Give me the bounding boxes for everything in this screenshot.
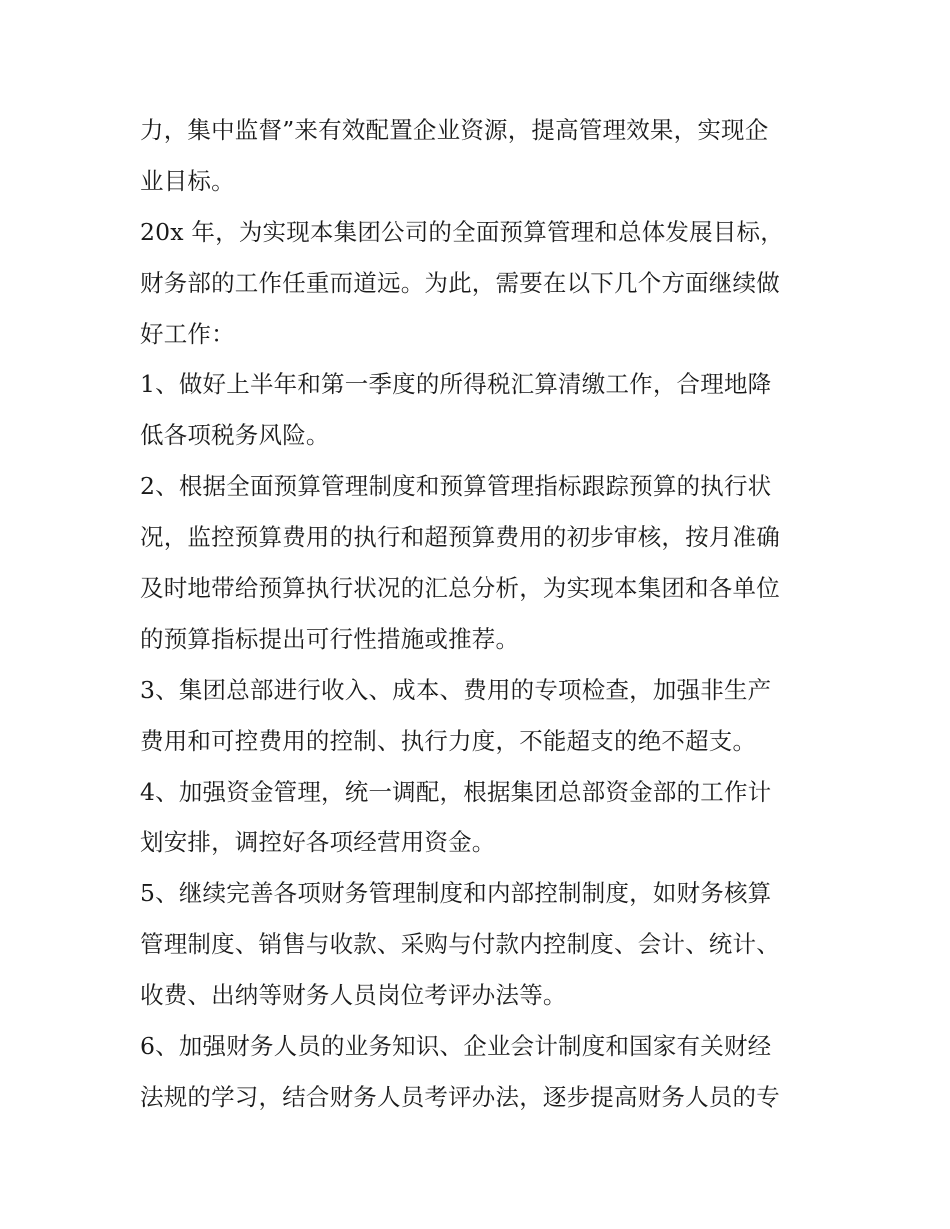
text-line: 20x 年，为实现本集团公司的全面预算管理和总体发展目标， bbox=[140, 217, 784, 246]
paragraph-intro-continuation bbox=[140, 105, 815, 207]
text-line: 4、加强资金管理，统一调配，根据集团总部资金部的工作计 bbox=[140, 777, 772, 806]
text-line: 及时地带给预算执行状况的汇总分析，为实现本集团和各单位 bbox=[140, 574, 780, 603]
text-line: 2、根据全面预算管理制度和预算管理指标跟踪预算的执行状 bbox=[140, 472, 772, 501]
text-line: 管理制度、销售与收款、采购与付款内控制度、会计、统计、 bbox=[140, 930, 780, 959]
paragraph-item-4 bbox=[140, 767, 815, 869]
text-line: 业目标。 bbox=[140, 166, 235, 195]
text-line: 划安排，调控好各项经营用资金。 bbox=[140, 828, 496, 857]
text-line: 财务部的工作任重而道远。为此，需要在以下几个方面继续做 bbox=[140, 268, 780, 297]
text-line: 3、集团总部进行收入、成本、费用的专项检查，加强非生产 bbox=[140, 675, 772, 704]
text-line: 的预算指标提出可行性措施或推荐。 bbox=[140, 624, 520, 653]
text-line: 法规的学习，结合财务人员考评办法，逐步提高财务人员的专 bbox=[140, 1082, 780, 1111]
text-line: 费用和可控费用的控制、执行力度，不能超支的绝不超支。 bbox=[140, 726, 757, 755]
paragraph-annual-goal bbox=[140, 207, 815, 360]
text-line: 况，监控预算费用的执行和超预算费用的初步审核，按月准确 bbox=[140, 523, 780, 552]
text-line: 低各项税务风险。 bbox=[140, 421, 330, 450]
document-body bbox=[140, 105, 815, 1123]
paragraph-item-3 bbox=[140, 665, 815, 767]
paragraph-item-5 bbox=[140, 868, 815, 1021]
text-line: 6、加强财务人员的业务知识、企业会计制度和国家有关财经 bbox=[140, 1032, 772, 1061]
text-line: 5、继续完善各项财务管理制度和内部控制制度，如财务核算 bbox=[140, 879, 772, 908]
text-line: 1、做好上半年和第一季度的所得税汇算清缴工作，合理地降 bbox=[140, 370, 772, 399]
paragraph-item-6 bbox=[140, 1021, 815, 1123]
text-line: 力，集中监督”来有效配置企业资源，提高管理效果，实现企 bbox=[140, 116, 769, 144]
text-line: 好工作： bbox=[140, 319, 235, 348]
paragraph-item-2 bbox=[140, 461, 815, 665]
text-line: 收费、出纳等财务人员岗位考评办法等。 bbox=[140, 981, 567, 1010]
paragraph-item-1 bbox=[140, 359, 815, 461]
